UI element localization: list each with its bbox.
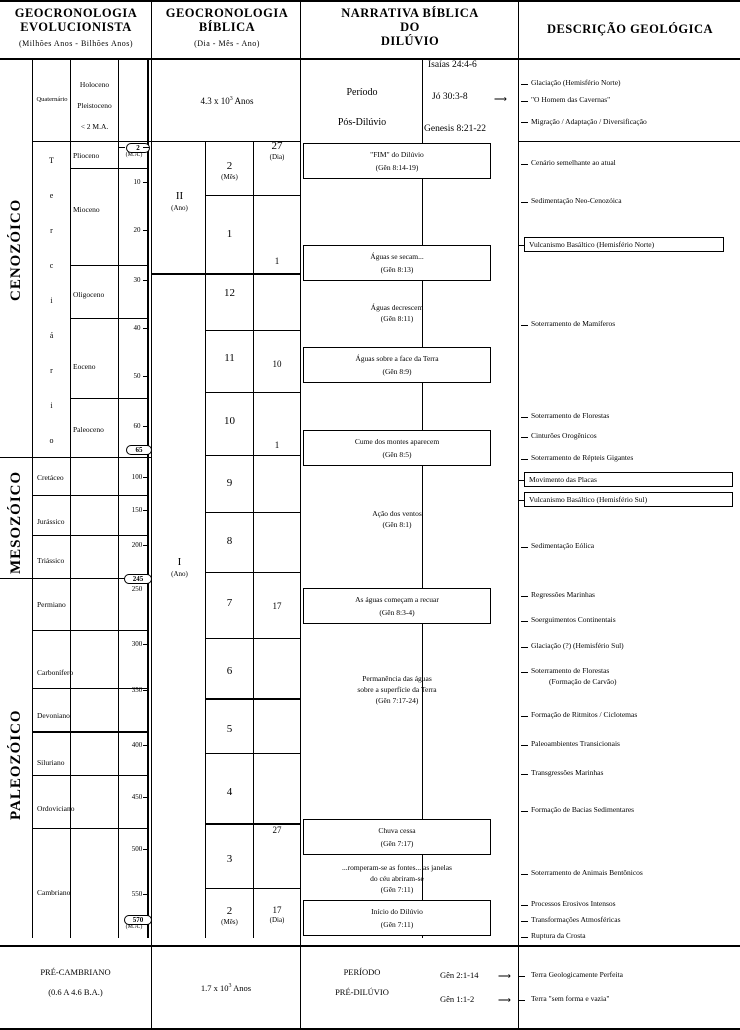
scale-tick-mark [143,690,147,691]
pre-flood-exponent: 3 [228,983,232,989]
narrative-event-box [303,143,491,179]
month-cell [206,228,253,240]
post-flood-line1: Período [346,87,378,98]
verse-sub-divider [422,58,423,938]
year-I-label: (Ano) [171,570,188,578]
period-label-siluriano: Siluriano [37,758,65,767]
leader-dash [521,417,528,418]
header-title-line1: GEOCRONOLOGIA [14,6,138,20]
leader-dash [518,500,525,501]
month-cell [206,160,253,181]
pre-flood-line1: PERÍODO [343,967,381,977]
description-item: Ruptura da Crosta [531,931,586,940]
scale-tick-mark [143,745,147,746]
scale-tick-mark [143,230,147,231]
period-divider [33,828,147,829]
description-item-boxed: Vulcanismo Basáltico (Hemisfério Sul) [524,492,733,507]
month-value: 2 [226,905,233,917]
scale-tick-300: 300 [131,640,143,648]
verse-reference-genesis-8: Genesis 8:21-22 [424,124,487,134]
month-value: 11 [224,352,235,364]
leader-dash [521,621,528,622]
leader-dash [521,905,528,906]
quaternary-bottom-line [33,141,151,142]
month-divider [206,638,300,639]
scale-tick-250: 250 [131,585,143,593]
post-flood-unit: Anos [234,96,254,106]
month-divider [206,512,300,513]
terciario-letter: r [50,226,53,235]
header-subtitle: (Dia - Mês - Ano) [194,39,260,48]
month-divider [206,753,300,754]
leader-dash [518,480,525,481]
narrative-event-box [303,900,491,936]
event-reference: (Gên 8:11) [380,314,414,323]
day-value: 17 [272,905,282,915]
system-label-quaternary: Quaternário [36,96,68,103]
description-item: Regressões Marinhas [531,590,595,599]
boundary-marker-65ma: 65 [126,445,152,455]
timescale-axis [147,58,149,938]
post-flood-years-value: 4.3 x 10 [200,96,230,106]
leader-dash [521,672,528,673]
description-item: Formação de Bacias Sedimentares [531,805,635,814]
event-title-line1: Permanência das águas [362,674,432,683]
month-value: 4 [226,786,233,798]
description-item-continuation: (Formação de Carvão) [549,677,617,686]
description-item: Transgressões Marinhas [531,768,604,777]
day-value: 1 [274,440,280,450]
header-geochronology-biblical [154,6,300,51]
month-value: 5 [226,723,233,735]
scale-tick-mark [143,894,147,895]
day-value: 1 [274,256,280,266]
leader-dash [521,921,528,922]
leader-dash [521,745,528,746]
event-title: "FIM" do Dilúvio [370,150,424,159]
post-flood-exponent: 3 [229,96,233,102]
leader-dash [521,937,528,938]
description-item-boxed: Vulcanismo Basáltico (Hemisfério Norte) [524,237,724,252]
verse-reference-isaias: Isaías 24:4-6 [428,60,477,70]
terciario-letter: i [50,296,53,305]
epoch-label-holoceno: Holoceno [79,80,110,89]
verse-reference-genesis-2: Gên 2:1-14 [440,970,479,980]
epoch-label-mioceno: Mioceno [73,205,100,214]
era-label-paleozoico: PALEOZÓICO [8,709,24,821]
month-cell [206,287,253,299]
scale-tick-mark [143,849,147,850]
leader-dash [518,976,525,977]
month-cell [206,597,253,609]
post-flood-duration [154,96,300,106]
leader-dash [518,1000,525,1001]
leader-dash [521,202,528,203]
col-divider-1 [151,0,152,1030]
day-value: 10 [272,359,282,369]
tick-2ma-right [143,147,149,148]
header-geochronology-evolutionist [0,6,152,51]
narrative-event-text [303,508,491,530]
scale-tick-100: 100 [131,473,143,481]
event-title-line2: sobre a superfície da Terra [357,685,437,694]
scale-tick-50: 50 [133,372,141,380]
day-cell [254,905,300,924]
year-II-label: (Ano) [171,204,188,212]
precambrian-label: PRÉ-CAMBRIANO [40,967,111,977]
epoch-label-paleoceno: Paleoceno [73,425,104,434]
month-value: 1 [226,228,233,240]
scale-tick-400: 400 [131,741,143,749]
leader-dash [521,716,528,717]
event-reference: (Gên 8:13) [380,265,414,274]
terciario-letter: á [49,331,54,340]
description-item: Paleoambientes Transicionais [531,739,620,748]
year-II-value: II [175,190,184,202]
day-value: 17 [272,601,282,611]
period-divider [33,495,147,496]
leader-dash [521,101,528,102]
scale-tick-mark [143,644,147,645]
tick-2ma-left [119,147,125,148]
description-item: Sedimentação Eólica [531,541,595,550]
narrative-event-text [303,673,491,706]
event-reference: (Gên 7:11) [380,920,414,929]
period-label-jurassico: Jurássico [37,517,65,526]
period-label-permiano: Permiano [37,600,66,609]
month-divider [206,330,300,331]
header-title-line2: BÍBLICA [198,20,256,34]
arrow-icon: ⟶ [498,971,511,981]
col-divider-3 [518,0,519,1030]
period-divider [33,731,147,733]
description-item: Soerguimentos Continentais [531,615,616,624]
event-title-line2: do céu abriram-se [370,874,424,883]
scale-tick-mark [143,477,147,478]
narrative-event-box [303,819,491,855]
description-item: Cenário semelhante ao atual [531,158,616,167]
year-boundary [152,273,206,275]
epoch-column-divider [118,58,119,938]
epoch-divider [71,265,147,266]
leader-dash [521,874,528,875]
description-item: Soterramento de Animais Bentônicos [531,868,643,877]
description-item-boxed: Movimento das Placas [524,472,733,487]
pre-flood-line2: PRÉ-DILÚVIO [335,987,389,997]
day-cell [254,825,300,835]
month-cell [206,786,253,798]
month-cell [206,352,253,364]
narrative-event-box [303,430,491,466]
cenozoic-mesozoic-boundary [0,457,151,458]
leader-dash [518,245,525,246]
header-title-line1: NARRATIVA BÍBLICA [341,6,479,20]
col-divider-2 [300,0,301,1030]
leader-dash [521,164,528,165]
month-divider [206,888,300,889]
event-title: Chuva cessa [378,826,416,835]
day-unit-label: (Dia) [269,153,285,161]
terciario-letter: e [49,191,54,200]
leader-dash [521,459,528,460]
header-title-line2: EVOLUCIONISTA [20,20,132,34]
leader-dash [521,437,528,438]
header-title-line2: DO [400,20,420,34]
day-cell [254,359,300,369]
month-cell [206,535,253,547]
day-value: 27 [271,140,283,152]
description-item: Terra Geologicamente Perfeita [531,970,623,979]
header-subtitle: (Milhões Anos - Bilhões Anos) [18,39,134,48]
event-title-line1: ...romperam-se as fontes... as janelas [342,863,452,872]
boundary-marker-2ma-unit: (M.A.) [125,152,143,158]
header-title-line1: DESCRIÇÃO GEOLÓGICA [546,22,714,36]
pre-flood-unit: Anos [233,982,252,993]
verse-reference-genesis-1: Gên 1:1-2 [440,994,475,1004]
description-item: Migração / Adaptação / Diversificação [531,117,647,126]
footer-precambrian [0,962,151,1002]
month-divider [206,455,300,456]
scale-tick-450: 450 [131,793,143,801]
event-title: Águas decrescem [370,303,424,312]
period-divider [33,535,147,536]
month-divider [206,195,300,196]
event-title: Cume dos montes aparecem [354,437,440,446]
narrative-event-box [303,588,491,624]
leader-dash [521,811,528,812]
precambrian-range: (0.6 A 4.6 B.A.) [48,987,103,997]
leader-dash [521,774,528,775]
event-title: As águas começam a recuar [355,595,439,604]
footer-preflood-period [302,962,422,1002]
period-label-triassico: Triássico [37,556,65,565]
event-title: Águas sobre a face da Terra [355,354,439,363]
boundary-marker-570ma: 570 [124,915,152,925]
month-cell [206,723,253,735]
terciario-letter: i [50,401,53,410]
scale-tick-350: 350 [131,686,143,694]
scale-tick-mark [143,182,147,183]
month-divider [206,572,300,573]
scale-tick-40: 40 [133,324,141,332]
period-label-cambriano: Cambriano [37,888,71,897]
period-label-carbonifero: Carbonífero [37,668,74,677]
period-label-devoniano: Devoniano [37,711,70,720]
epoch-label-pleistoceno: Pleistoceno [77,101,112,110]
month-value: 12 [224,287,235,299]
scale-tick-200: 200 [131,541,143,549]
description-item: Processos Erosivos Intensos [531,899,616,908]
footer-divider [0,945,740,947]
month-value: 7 [226,597,233,609]
month-cell [206,853,253,865]
description-item: Soterramento de Florestas [531,666,610,675]
year-label-I [154,556,205,578]
quaternary-epochs-cell [71,62,118,140]
period-label-cretaceo: Cretáceo [37,473,64,482]
description-item: Soterramento de Répteis Gigantes [531,453,634,462]
month-value: 10 [224,415,235,427]
period-label-ordoviciano: Ordoviciano [37,804,75,813]
event-reference: (Gên 7:17) [380,839,414,848]
event-reference: (Gên 8:1) [382,520,412,529]
epoch-label-under-2ma: < 2 M.A. [80,122,109,131]
description-item: Cinturões Orogênicos [531,431,597,440]
leader-dash [521,647,528,648]
day-cell [254,601,300,611]
terciario-letter: c [49,261,54,270]
description-item: Glaciação (Hemisfério Norte) [531,78,621,87]
description-item: "O Homem das Cavernas" [531,95,611,104]
event-reference: (Gên 7:11) [380,885,414,894]
month-unit-label: (Mês) [221,918,238,926]
year-label-II [154,190,205,212]
footer-preflood-years [152,976,300,998]
event-reference: (Gên 8:3-4) [379,608,415,617]
event-title: Início do Dilúvio [371,907,423,916]
post-flood-period-label [302,78,422,138]
event-title: Ação dos ventos [372,509,422,518]
boundary-marker-570ma-unit: (M.A.) [125,924,143,930]
epoch-divider [71,168,147,169]
period-divider [33,630,147,631]
era-label-mesozoico: MESOZÓICO [8,470,24,575]
terciario-letter: r [50,366,53,375]
event-reference: (Gên 8:14-19) [375,163,419,172]
leader-dash [521,547,528,548]
event-title: Águas se secam... [370,252,424,261]
epoch-divider [71,318,147,319]
scale-tick-60: 60 [133,422,141,430]
verse-reference-jo: Jó 30:3-8 [432,92,468,102]
month-value: 3 [226,853,233,865]
scale-tick-mark [143,426,147,427]
scale-tick-mark [143,280,147,281]
terciario-letter: o [49,436,54,445]
month-divider [206,273,300,275]
scale-tick-150: 150 [131,506,143,514]
scale-tick-20: 20 [133,226,141,234]
epoch-divider [71,398,147,399]
epoch-label-plioceno: Plioceno [73,151,100,160]
month-unit-label: (Mês) [221,173,238,181]
scale-tick-mark [143,797,147,798]
epoch-label-eoceno: Eoceno [73,362,96,371]
header-title-line1: GEOCRONOLOGIA [165,6,289,20]
description-item: Transformações Atmosféricas [531,915,621,924]
day-cell [254,256,300,266]
month-value: 2 [226,160,233,172]
pre-flood-years-value: 1.7 x 10 [200,982,229,993]
epoch-label-oligoceno: Oligoceno [73,290,105,299]
scale-tick-mark [143,510,147,511]
arrow-icon: ⟶ [498,995,511,1005]
scale-tick-mark [143,376,147,377]
event-reference: (Gên 8:5) [382,450,412,459]
description-section-divider [518,141,740,142]
day-value: 27 [272,825,282,835]
description-item: Formação de Ritmitos / Ciclotemas [531,710,638,719]
scale-tick-500: 500 [131,845,143,853]
narrative-event-text [303,862,491,895]
boundary-marker-2ma: 2 [126,143,150,153]
description-item: Terra "sem forma e vazia" [531,994,610,1003]
description-item: Soterramento de Mamíferos [531,319,616,328]
quaternary-system-cell [33,60,70,140]
day-cell [254,440,300,450]
month-value: 8 [226,535,233,547]
scale-tick-30: 30 [133,276,141,284]
scale-tick-mark [143,545,147,546]
leader-dash [521,84,528,85]
month-cell [206,665,253,677]
terciario-letter: T [49,156,54,165]
event-reference: (Gên 7:17-24) [375,696,419,705]
leader-dash [521,596,528,597]
description-item: Soterramento de Florestas [531,411,610,420]
year-I-value: I [177,556,182,568]
diagram-top-border [0,0,740,2]
header-title-line3: DILÚVIO [380,34,440,48]
event-reference: (Gên 8:9) [382,367,412,376]
narrative-event-text [303,302,491,324]
month-cell [206,477,253,489]
narrative-event-box [303,245,491,281]
month-cell [206,415,253,427]
arrow-icon: ⟶ [494,94,507,104]
scale-tick-mark [143,328,147,329]
header-biblical-narrative [302,6,518,48]
header-geological-description [520,22,740,36]
header-divider [0,58,740,60]
month-divider [206,392,300,393]
month-value: 9 [226,477,233,489]
system-label-terciario [33,146,70,466]
description-item: Glaciação (?) (Hemisfério Sul) [531,641,624,650]
month-cell [206,905,253,926]
day-unit-label: (Dia) [269,916,285,924]
description-item: Sedimentação Neo-Cenozóica [531,196,622,205]
period-divider [33,775,147,776]
leader-dash [521,325,528,326]
leader-dash [521,122,528,123]
month-divider [206,698,300,700]
narrative-event-box [303,347,491,383]
day-cell [254,140,300,161]
boundary-marker-245ma: 245 [124,574,152,584]
era-label-cenozoico: CENOZÓICO [8,198,24,302]
scale-tick-10: 10 [133,178,141,186]
post-flood-line2: Pós-Dilúvio [337,117,387,128]
scale-tick-550: 550 [131,890,143,898]
month-value: 6 [226,665,233,677]
